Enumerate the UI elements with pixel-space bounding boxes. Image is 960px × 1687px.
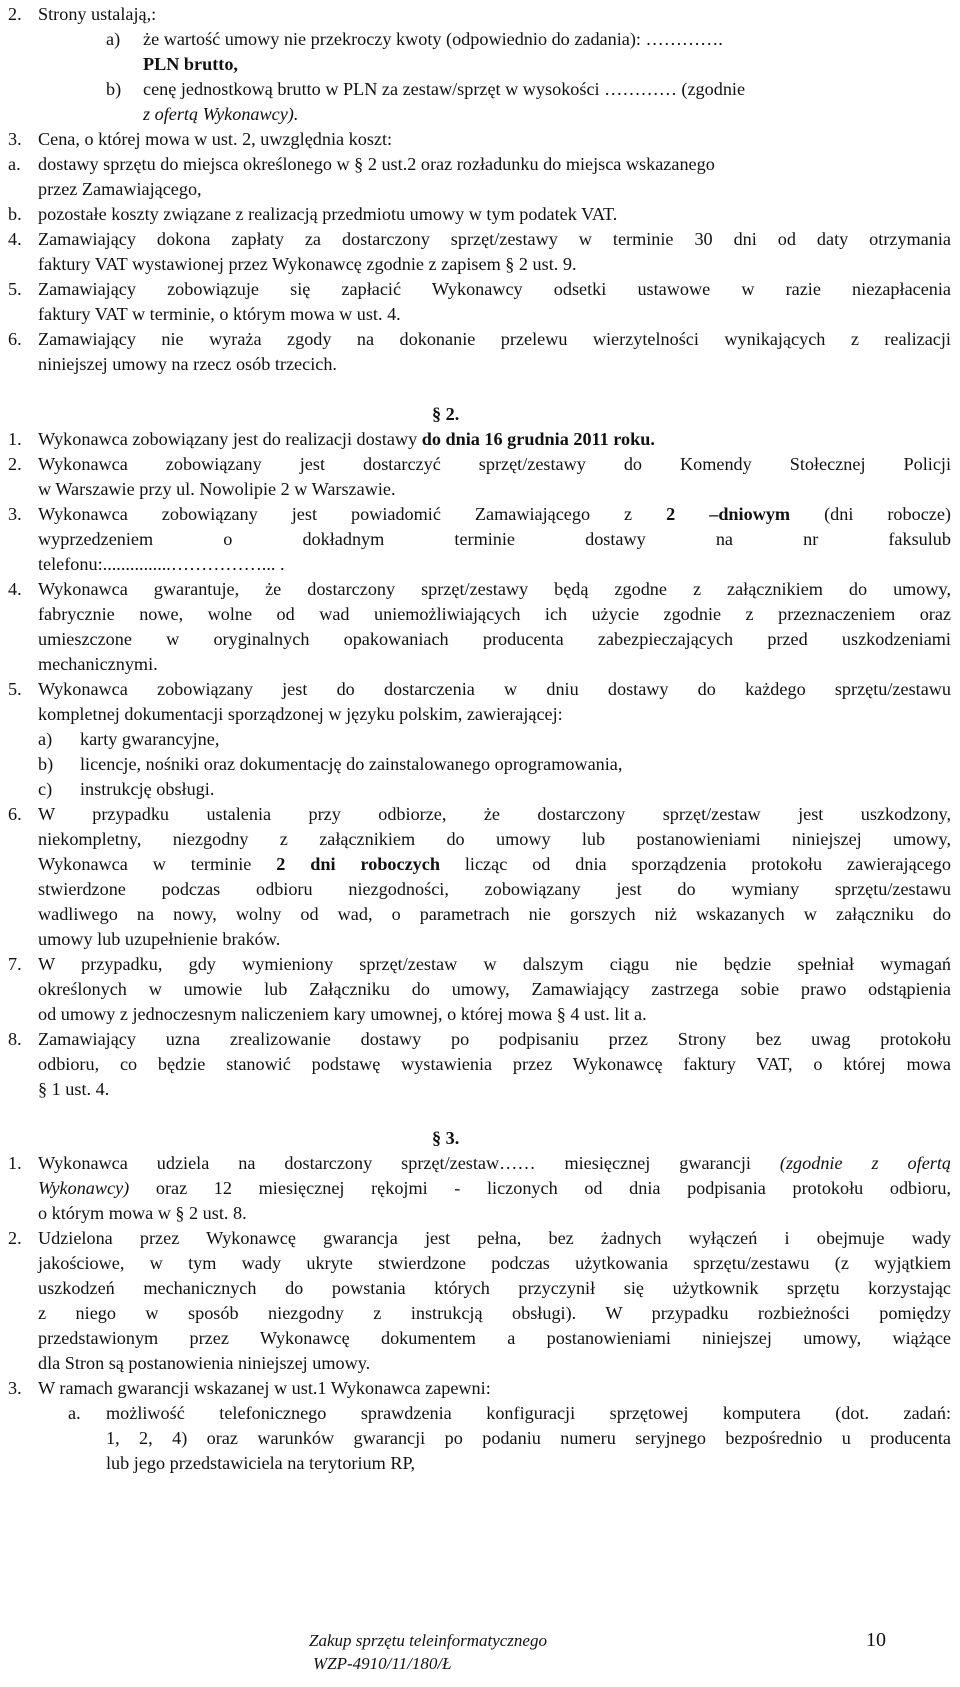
item-text-bold: do dnia 16 grudnia 2011 roku. [421,429,655,449]
item-text: uszkodzeń mechanicznych do powstania których przyczynił się użytkownik sprzętu korzystając [38,1278,951,1298]
item-text: dla Stron są postanowienia niniejszej umowy. [38,1353,371,1373]
item-text: o którym mowa w § 2 ust. 8. [38,1203,247,1223]
item-text-part: Wykonawca udziela na dostarczony sprzęt/zestaw…… miesięcznej gwarancji [38,1153,780,1173]
item-text: W przypadku ustalenia przy odbiorze, że dostarczony sprzęt/zestaw jest uszkodzony, [38,804,951,824]
item-text [38,502,951,528]
item-text: Wykonawca zobowiązany jest do dostarczenia w dniu dostawy do każdego sprzętu/zestawu [38,679,951,699]
item-text-italic: (zgodnie z ofertą [779,1153,951,1173]
item-text: w Warszawie przy ul. Nowolipie 2 w Warszawie. [38,479,396,499]
footer-reference: WZP-4910/11/180/Ł [313,1654,452,1673]
item-number: 7. [8,954,22,974]
item-text: Zamawiający uzna zrealizowanie dostawy po podpisaniu przez Strony bez uwag protokołu [38,1029,951,1049]
item-number: 3. [8,504,22,524]
item-number: 5. [8,279,22,299]
subitem-text: możliwość telefonicznego sprawdzenia konfiguracji sprzętowej komputera (dot. zadań: [106,1403,951,1423]
footer-title: Zakup sprzętu teleinformatycznego [309,1631,547,1650]
item-number: 6. [8,329,22,349]
item-number: 2. [8,1228,22,1248]
item-number: 8. [8,1029,22,1049]
item-number: 3. [8,1378,22,1398]
subitem-label: b) [106,79,122,99]
item-text-bold: 2 dni roboczych [276,854,440,874]
item-text-part: Wykonawca zobowiązany jest powiadomić Zamawiającego z [38,504,667,524]
item-text: wadliwego na nowy, wolny od wad, o parametrach nie gorszych niż wskazanych w załączniku do [38,904,951,924]
item-text: Udzielona przez Wykonawcę gwarancja jest pełna, bez żadnych wyłączeń i obejmuje wady [38,1228,951,1248]
item-text: stwierdzone podczas odbioru niezgodności, zobowiązany jest do wymiany sprzętu/zestawu [38,879,951,899]
subitem-text-italic: z ofertą Wykonawcy). [143,104,299,124]
subitem-text: dostawy sprzętu do miejsca określonego w § 2 ust.2 oraz rozładunku do miejsca wskazanego [38,154,715,174]
page-number: 10 [866,1629,886,1651]
subitem-text: pozostałe koszty związane z realizacją przedmiotu umowy w tym podatek VAT. [38,204,618,224]
item-text: W przypadku, gdy wymieniony sprzęt/zestaw w dalszym ciągu nie będzie spełniał wymagań [38,954,951,974]
subitem-text: licencje, nośniki oraz dokumentację do zainstalowanego oprogramowania, [80,754,623,774]
item-text [38,427,655,453]
item-text: § 1 ust. 4. [38,1079,110,1099]
subitem-text: 1, 2, 4) oraz warunków gwarancji po podaniu numeru seryjnego bezpośrednio u producenta [106,1428,951,1448]
item-text: mechanicznymi. [38,654,158,674]
item-text: od umowy z jednoczesnym naliczeniem kary umownej, o której mowa § 4 ust. lit a. [38,1004,647,1024]
section-heading: § 2. [432,404,460,424]
item-number: 6. [8,804,22,824]
item-text: telefonu:...............……………... . [38,554,285,574]
item-number: 4. [8,229,22,249]
item-text: określonych w umowie lub Załączniku do umowy, Zamawiający zastrzega sobie prawo odstąpienia [38,979,951,999]
section-heading: § 3. [432,1128,460,1148]
subitem-label: b. [8,204,22,224]
item-text-part: oraz 12 miesięcznej rękojmi - liczonych od dnia podpisania protokołu odbioru, [129,1178,951,1198]
subitem-text: cenę jednostkową brutto w PLN za zestaw/sprzęt w wysokości ………… (zgodnie [143,79,746,99]
item-text: Strony ustalają,: [38,4,157,24]
item-number: 2. [8,4,22,24]
item-text: Zamawiający zobowiązuje się zapłacić Wykonawcy odsetki ustawowe w razie niezapłacenia [38,279,951,299]
item-text: z niego w sposób niezgodny z instrukcją obsługi). W przypadku rozbieżności pomiędzy [38,1303,951,1323]
item-number: 3. [8,129,22,149]
item-text-part: (dni robocze) [790,504,951,524]
item-text-part: Wykonawca zobowiązany jest do realizacji dostawy [38,429,422,449]
item-number: 5. [8,679,22,699]
item-text: faktury VAT w terminie, o którym mowa w ust. 4. [38,304,401,324]
subitem-label: b) [38,754,54,774]
item-number: 1. [8,1153,22,1173]
subitem-label: a) [38,729,53,749]
item-text-part: Wykonawca w terminie [38,854,277,874]
subitem-text: instrukcję obsługi. [80,779,215,799]
item-text: Zamawiający dokona zapłaty za dostarczony sprzęt/zestawy w terminie 30 dni od daty otrzymania [38,229,951,249]
subitem-label: a. [8,154,21,174]
item-text-part: licząc od dnia sporządzenia protokołu zawierającego [439,854,951,874]
item-text [38,1151,951,1177]
subitem-text: przez Zamawiającego, [38,179,202,199]
item-text: Cena, o której mowa w ust. 2, uwzględnia koszt: [38,129,393,149]
item-text: wyprzedzeniem o dokładnym terminie dostawy na nr faksulub [38,529,951,549]
item-text: przedstawionym przez Wykonawcę dokumentem a postanowieniami niniejszej umowy, wiążące [38,1328,951,1348]
item-text: fabrycznie nowe, wolne od wad uniemożliwiających ich użycie zgodnie z przeznaczeniem oraz [38,604,951,624]
subitem-label: a. [68,1403,81,1423]
subitem-text: że wartość umowy nie przekroczy kwoty (odpowiednio do zadania): …………. [143,29,723,49]
item-text: niekompletny, niezgodny z załącznikiem do umowy lub postanowieniami niniejszej umowy, [38,829,951,849]
item-text: W ramach gwarancji wskazanej w ust.1 Wykonawca zapewni: [38,1378,491,1398]
item-number: 1. [8,429,22,449]
item-text-bold: 2 –dniowym [666,504,791,524]
subitem-text: karty gwarancyjne, [80,729,220,749]
item-text: umowy lub uzupełnienie braków. [38,929,281,949]
item-text: faktury VAT wystawionej przez Wykonawcę zgodnie z zapisem § 2 ust. 9. [38,254,577,274]
item-text: Zamawiający nie wyraża zgody na dokonanie przelewu wierzytelności wynikających z realizacji [38,329,951,349]
item-number: 4. [8,579,22,599]
item-text: niniejszej umowy na rzecz osób trzecich. [38,354,337,374]
item-text: umieszczone w oryginalnych opakowaniach producenta zabezpieczających przed uszkodzeniami [38,629,951,649]
item-text [38,1176,951,1202]
subitem-label: c) [38,779,53,799]
item-text: jakościowe, w tym wady ukryte stwierdzone podczas użytkowania sprzętu/zestawu (z wyjątkiem [38,1253,951,1273]
subitem-label: a) [106,29,121,49]
item-text: Wykonawca zobowiązany jest dostarczyć sprzęt/zestawy do Komendy Stołecznej Policji [38,454,951,474]
item-text: kompletnej dokumentacji sporządzonej w języku polskim, zawierającej: [38,704,563,724]
item-text: Wykonawca gwarantuje, że dostarczony sprzęt/zestawy będą zgodne z załącznikiem do umowy, [38,579,951,599]
item-text: odbioru, co będzie stanowić podstawę wystawienia przez Wykonawcę faktury VAT, o której mowa [38,1054,951,1074]
item-text-italic: Wykonawcy) [38,1178,130,1198]
item-number: 2. [8,454,22,474]
item-text [38,852,951,878]
subitem-text-bold: PLN brutto, [143,54,238,74]
subitem-text: lub jego przedstawiciela na terytorium RP, [106,1453,416,1473]
